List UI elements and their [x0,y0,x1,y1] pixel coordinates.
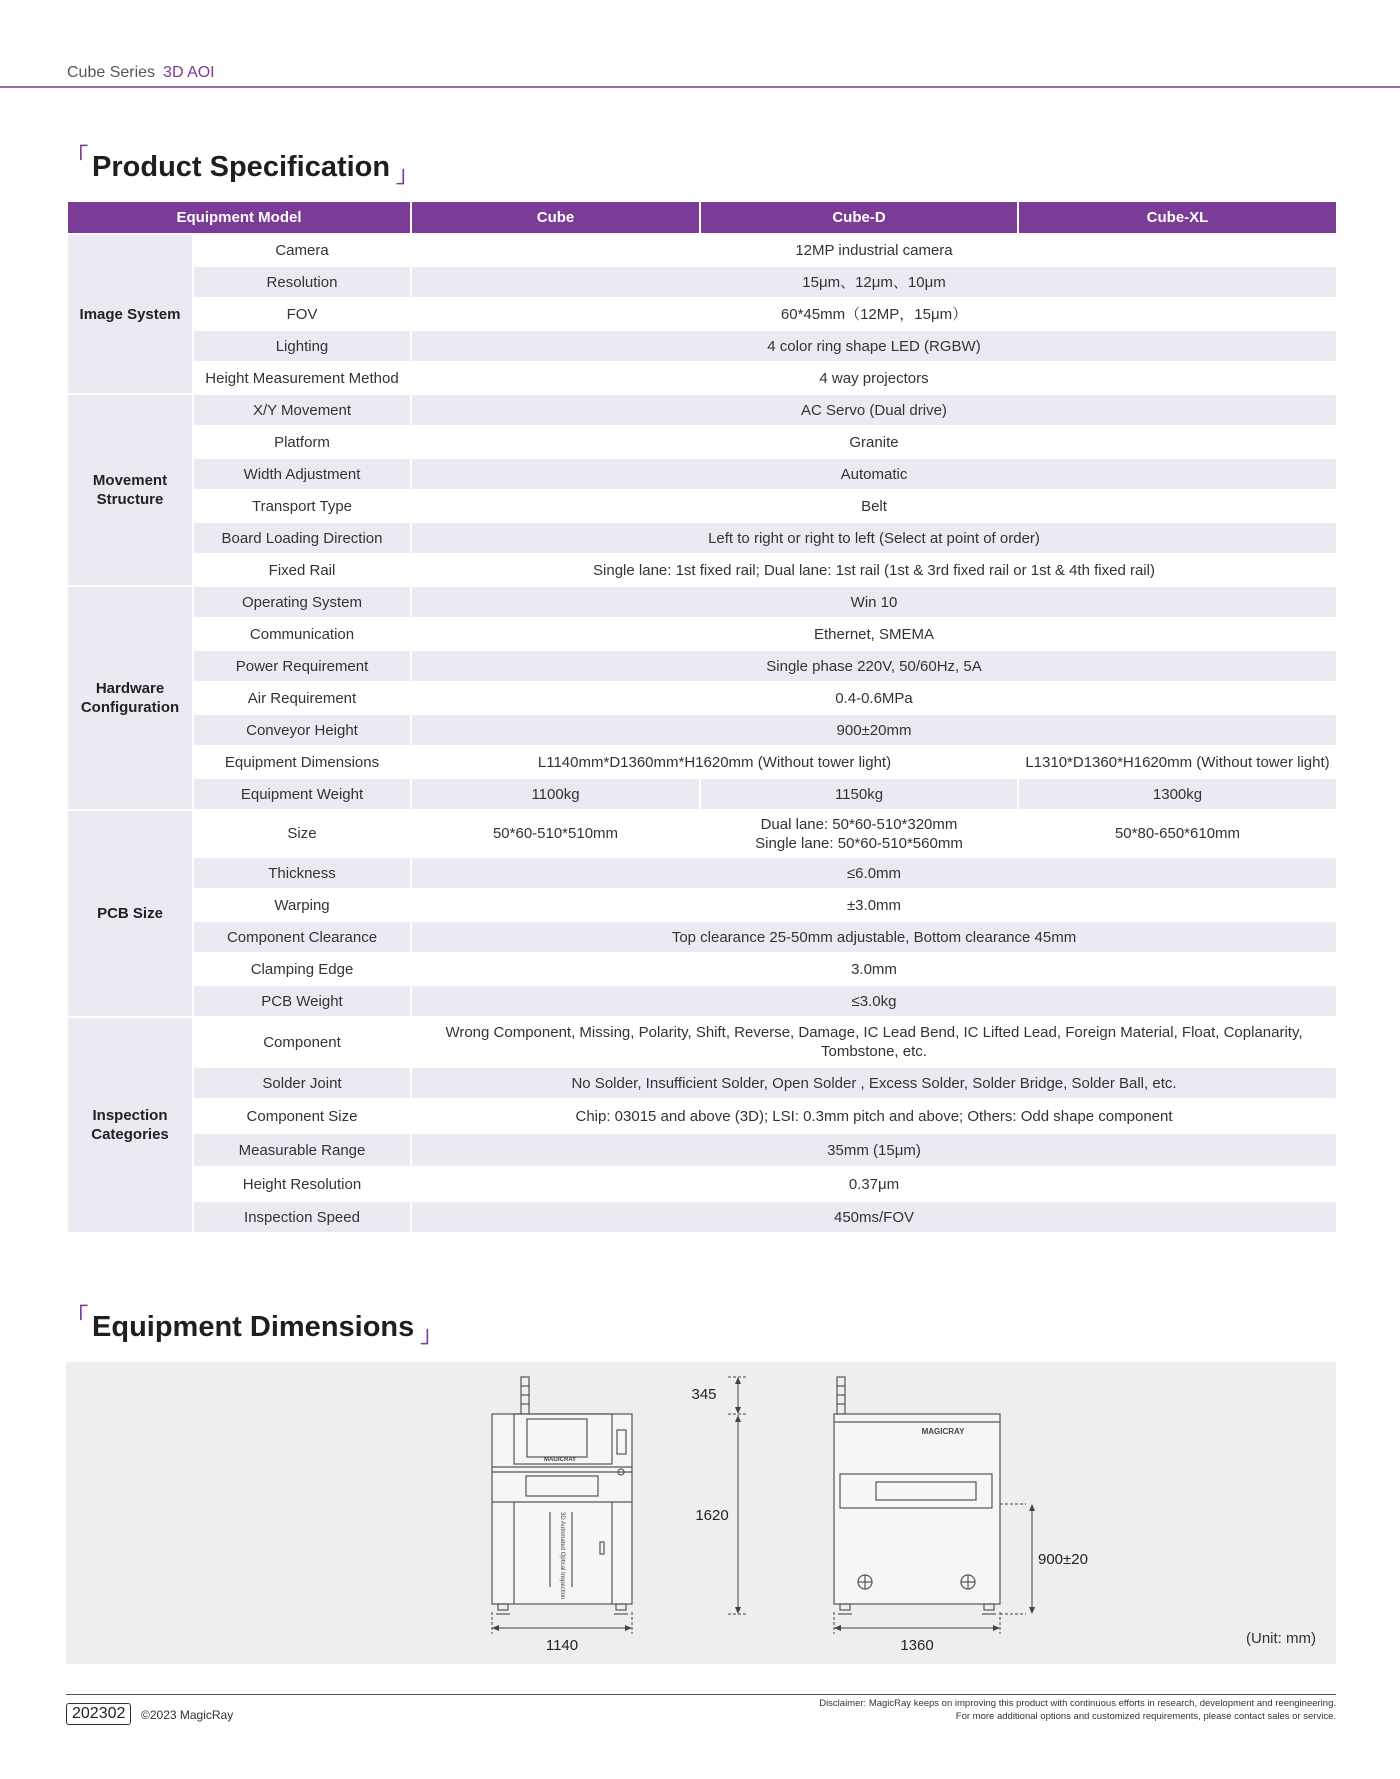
table-row: Platform Granite [68,425,1336,457]
table-row: Fixed Rail Single lane: 1st fixed rail; Dual lane: 1st rail (1st & 3rd fixed rail or 1st & 4th fixed rail) [68,553,1336,585]
table-row: Width Adjustment Automatic [68,457,1336,489]
footer-rule [66,1694,1336,1695]
product-name: 3D AOI [163,64,215,81]
table-row: Component Clearance Top clearance 25-50mm adjustable, Bottom clearance 45mm [68,920,1336,952]
group-movement-structure: Movement Structure [68,393,192,585]
group-pcb-size: PCB Size [68,809,192,1016]
copyright: ©2023 MagicRay [141,1708,234,1722]
document-code: 202302 [66,1703,131,1725]
table-row: Component Size Chip: 03015 and above (3D); LSI: 0.3mm pitch and above; Others: Odd shape component [68,1098,1336,1132]
table-row: Power Requirement Single phase 220V, 50/60Hz, 5A [68,649,1336,681]
table-row: Solder Joint No Solder, Insufficient Solder, Open Solder , Excess Solder, Solder Bridge, Solder Ball, etc. [68,1066,1336,1098]
table-row: PCB Weight ≤3.0kg [68,984,1336,1016]
col-header-model: Equipment Model [68,202,410,233]
table-row: Warping ±3.0mm [68,888,1336,920]
group-inspection-categories: Inspection Categories [68,1016,192,1232]
table-row: Air Requirement 0.4-0.6MPa [68,681,1336,713]
table-row: Inspection Categories Component Wrong Component, Missing, Polarity, Shift, Reverse, Damage, IC Lead Bend, IC Lifted Lead, Foreign Material, Float, Coplanarity, Tombstone, etc. [68,1016,1336,1066]
table-row: Transport Type Belt [68,489,1336,521]
conveyor-height-label: 900±20 [1038,1551,1088,1568]
table-row: Conveyor Height 900±20mm [68,713,1336,745]
table-row: Clamping Edge 3.0mm [68,952,1336,984]
table-row: Equipment Dimensions L1140mm*D1360mm*H1620mm (Without tower light) L1310*D1360*H1620mm (Without tower light) [68,745,1336,777]
table-row: Height Resolution 0.37μm [68,1166,1336,1200]
unit-note: (Unit: mm) [1246,1630,1316,1647]
brand-mark-front: MAGICRAY [544,1457,577,1463]
dims-section-title: 「 Equipment Dimensions $_」$ [66,1304,443,1347]
height-label: 1620 [695,1507,729,1524]
page-header [67,64,215,82]
table-row: Inspection Speed 450ms/FOV [68,1200,1336,1232]
width-label: 1140 [545,1637,579,1654]
series-name: Cube Series [67,64,156,81]
col-header-cube: Cube [412,202,699,233]
spec-section-title: 「 Product Specification $_」$ [66,144,419,187]
table-row: Communication Ethernet, SMEMA [68,617,1336,649]
spec-table [66,202,1338,1232]
dimension-drawing [66,1362,1336,1664]
table-row: Resolution 15μm、12μm、10μm [68,265,1336,297]
table-row: Height Measurement Method 4 way projectors [68,361,1336,393]
group-image-system: Image System [68,233,192,393]
table-row: FOV 60*45mm（12MP，15μm） [68,297,1336,329]
group-hardware-configuration: Hardware Configuration [68,585,192,809]
disclaimer: Disclaimer: MagicRay keeps on improving this product with continuous efforts in research, development and reengineering. For more additional options and customized requirements, please contact sales or service. [819,1698,1336,1722]
brand-mark-side: MAGICRAY [921,1427,965,1436]
table-row: PCB Size Size 50*60-510*510mm Dual lane: 50*60-510*320mm Single lane: 50*60-510*560mm 50*80-650*610mm [68,809,1336,856]
table-row: Thickness ≤6.0mm [68,856,1336,888]
dimension-drawing-svg [66,1362,1336,1664]
depth-label: 1360 [900,1637,934,1654]
table-row: Board Loading Direction Left to right or right to left (Select at point of order) [68,521,1336,553]
side-view [834,1377,1000,1614]
tower-height-label: 345 [691,1386,717,1403]
header-rule [0,86,1400,88]
col-header-cube-d: Cube-D [701,202,1017,233]
table-row: Image System Camera 12MP industrial camera [68,233,1336,265]
col-header-cube-xl: Cube-XL [1019,202,1336,233]
table-row: Measurable Range 35mm (15μm) [68,1132,1336,1166]
table-row: Movement Structure X/Y Movement AC Servo (Dual drive) [68,393,1336,425]
table-row: Equipment Weight 1100kg 1150kg 1300kg [68,777,1336,809]
machine-label: 3D Automated Optical Inspection [559,1512,565,1600]
table-row: Hardware Configuration Operating System Win 10 [68,585,1336,617]
table-row: Lighting 4 color ring shape LED (RGBW) [68,329,1336,361]
table-header-row [68,202,1336,233]
